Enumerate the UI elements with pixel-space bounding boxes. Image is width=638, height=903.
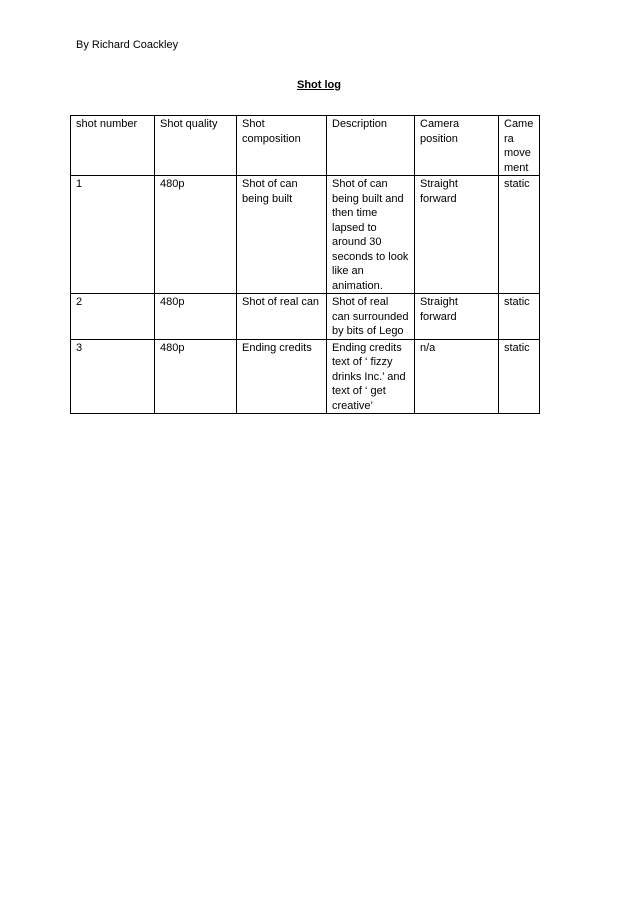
header-shot-quality: Shot quality [155, 116, 237, 176]
cell-shot-quality: 480p [155, 339, 237, 414]
cell-camera-position: Straight forward [415, 176, 499, 294]
cell-camera-position: Straight forward [415, 294, 499, 340]
cell-description: Shot of real can surrounded by bits of Lego [327, 294, 415, 340]
header-shot-number: shot number [71, 116, 155, 176]
cell-shot-quality: 480p [155, 176, 237, 294]
cell-shot-composition: Ending credits [237, 339, 327, 414]
table-row [71, 294, 540, 340]
cell-camera-movement: static [499, 339, 540, 414]
header-camera-movement: Camera movement [499, 116, 540, 176]
cell-shot-number: 1 [71, 176, 155, 294]
header-description: Description [327, 116, 415, 176]
header-shot-composition: Shot composition [237, 116, 327, 176]
cell-camera-position: n/a [415, 339, 499, 414]
cell-shot-composition: Shot of can being built [237, 176, 327, 294]
cell-description: Ending credits text of ‘ fizzy drinks Inc.’ and text of ‘ get creative’ [327, 339, 415, 414]
cell-shot-composition: Shot of real can [237, 294, 327, 340]
cell-description: Shot of can being built and then time lapsed to around 30 seconds to look like an animation. [327, 176, 415, 294]
cell-shot-quality: 480p [155, 294, 237, 340]
table-row [71, 339, 540, 414]
shot-log-table [70, 115, 540, 414]
cell-shot-number: 2 [71, 294, 155, 340]
cell-camera-movement: static [499, 176, 540, 294]
table-row [71, 176, 540, 294]
cell-shot-number: 3 [71, 339, 155, 414]
cell-camera-movement: static [499, 294, 540, 340]
table-header-row [71, 116, 540, 176]
document-title: Shot log [297, 79, 341, 91]
header-camera-position: Camera position [415, 116, 499, 176]
author-line: By Richard Coackley [76, 39, 179, 51]
